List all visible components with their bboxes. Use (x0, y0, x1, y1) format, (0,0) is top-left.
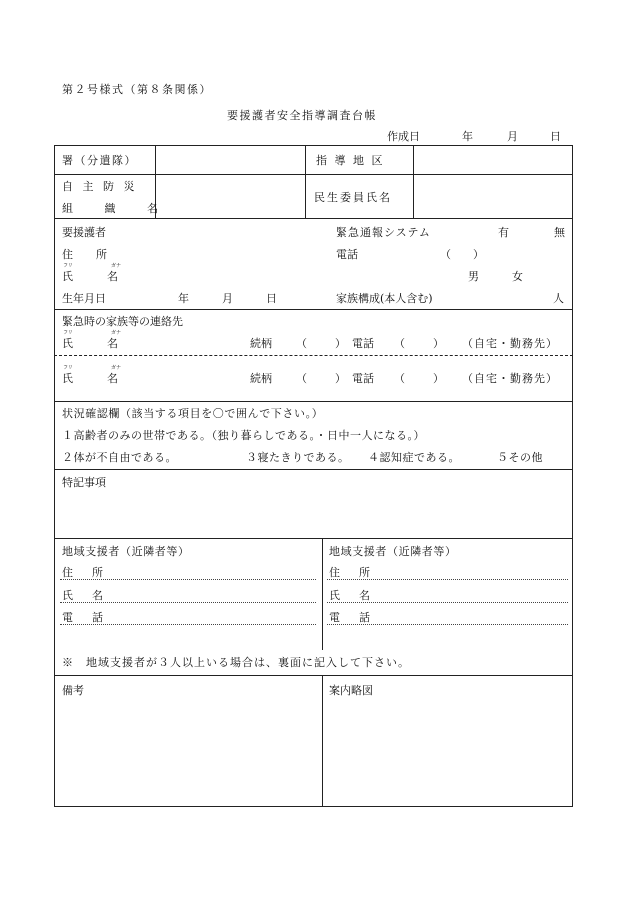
contact1-relation-label: 続柄 (250, 337, 272, 350)
person-furigana-1: フリ (63, 263, 73, 269)
person-phone-paren: （ ） (440, 248, 484, 261)
status-heading: 状況確認欄（該当する項目を〇で囲んで下さい。） (62, 407, 324, 420)
status-item-4: ４認知症である。 (368, 451, 460, 464)
supporter-right-phone-label: 電 話 (329, 611, 374, 624)
person-furigana-2: ガナ (111, 263, 122, 269)
org-label-line1: 自 主 防 災 (62, 180, 138, 193)
contact1-name-label: 氏 名 (62, 337, 122, 350)
contact1-home-work: （自宅・勤務先） (462, 337, 558, 350)
family-person-unit: 人 (553, 292, 564, 305)
supporter-right-address-line (327, 579, 568, 580)
created-month-unit: 月 (507, 130, 518, 143)
contact2-home-work: （自宅・勤務先） (462, 372, 558, 385)
supporter-right-heading: 地域支援者（近隣者等） (329, 545, 457, 558)
row-divider (54, 401, 573, 402)
row-divider (54, 675, 573, 676)
contact2-relation-paren: （ ） (296, 372, 348, 385)
gender-male: 男 (468, 270, 479, 283)
created-day-unit: 日 (550, 130, 561, 143)
status-item-3: ３寝たきりである。 (246, 451, 350, 464)
contact2-furigana-2: ガナ (111, 365, 122, 371)
person-phone-label: 電話 (336, 248, 358, 261)
supporter-right-name-line (327, 602, 568, 603)
welfare-commissioner-label: 民生委員氏名 (314, 191, 392, 204)
contact-separator (54, 355, 573, 356)
contact2-phone-label: 電話 (352, 372, 374, 385)
col-divider (413, 145, 414, 218)
special-notes-label: 特記事項 (62, 476, 106, 489)
supporter-left-phone-line (60, 624, 316, 625)
status-item-2: ２体が不自由である。 (62, 451, 177, 464)
row-divider (54, 174, 573, 175)
col-divider (322, 675, 323, 807)
contact2-name-label: 氏 名 (62, 372, 122, 385)
person-address-label: 住 所 (62, 248, 113, 261)
supporter-left-address-line (60, 579, 316, 580)
supporter-right-phone-line (327, 624, 568, 625)
form-number: 第２号様式（第８条関係） (62, 83, 212, 96)
contact2-phone-paren: （ ） (394, 372, 446, 385)
row-divider (54, 309, 573, 310)
created-date-label: 作成日 (387, 130, 420, 143)
contact1-phone-label: 電話 (352, 337, 374, 350)
supporter-left-name-label: 氏 名 (62, 589, 107, 602)
alert-no: 無 (554, 226, 565, 239)
contact1-relation-paren: （ ） (296, 337, 348, 350)
birth-year-unit: 年 (178, 292, 189, 305)
supporter-right-name-label: 氏 名 (329, 589, 374, 602)
district-label: 指 導 地 区 (316, 154, 385, 167)
created-year-unit: 年 (462, 130, 473, 143)
contact1-furigana-1: フリ (63, 330, 73, 336)
person-section-label: 要援護者 (62, 226, 106, 239)
birth-month-unit: 月 (222, 292, 233, 305)
person-name-label: 氏 名 (62, 270, 122, 283)
row-divider (54, 469, 573, 470)
col-divider (305, 145, 306, 218)
supporter-left-address-label: 住 所 (62, 566, 107, 579)
form-table (54, 145, 573, 807)
col-divider (322, 538, 323, 650)
remarks-label: 備考 (62, 684, 84, 697)
supporter-note: ※ 地域支援者が３人以上いる場合は、裏面に記入して下さい。 (62, 656, 410, 669)
page-title: 要援護者安全指導調査台帳 (227, 109, 377, 122)
status-item-1: １高齢者のみの世帯である。（独り暮らしである。・日中一人になる。） (62, 429, 425, 442)
contact1-furigana-2: ガナ (111, 330, 122, 336)
alert-yes: 有 (498, 226, 509, 239)
map-label: 案内略図 (329, 684, 373, 697)
contact2-relation-label: 続柄 (250, 372, 272, 385)
station-label: 署（分遣隊） (62, 154, 137, 167)
supporter-left-heading: 地域支援者（近隣者等） (62, 545, 190, 558)
contact1-phone-paren: （ ） (394, 337, 446, 350)
supporter-left-name-line (60, 602, 316, 603)
birthdate-label: 生年月日 (62, 292, 106, 305)
org-label-line2: 組 織 名 (62, 202, 172, 215)
gender-female: 女 (512, 270, 523, 283)
contact-section-label: 緊急時の家族等の連絡先 (62, 315, 183, 328)
row-divider (54, 538, 573, 539)
status-item-5: ５その他 (497, 451, 543, 464)
contact2-furigana-1: フリ (63, 365, 73, 371)
alert-system-label: 緊急通報システム (336, 226, 431, 239)
family-composition-label: 家族構成(本人含む) (336, 292, 433, 305)
supporter-right-address-label: 住 所 (329, 566, 374, 579)
supporter-left-phone-label: 電 話 (62, 611, 107, 624)
birth-day-unit: 日 (266, 292, 277, 305)
row-divider (54, 218, 573, 219)
